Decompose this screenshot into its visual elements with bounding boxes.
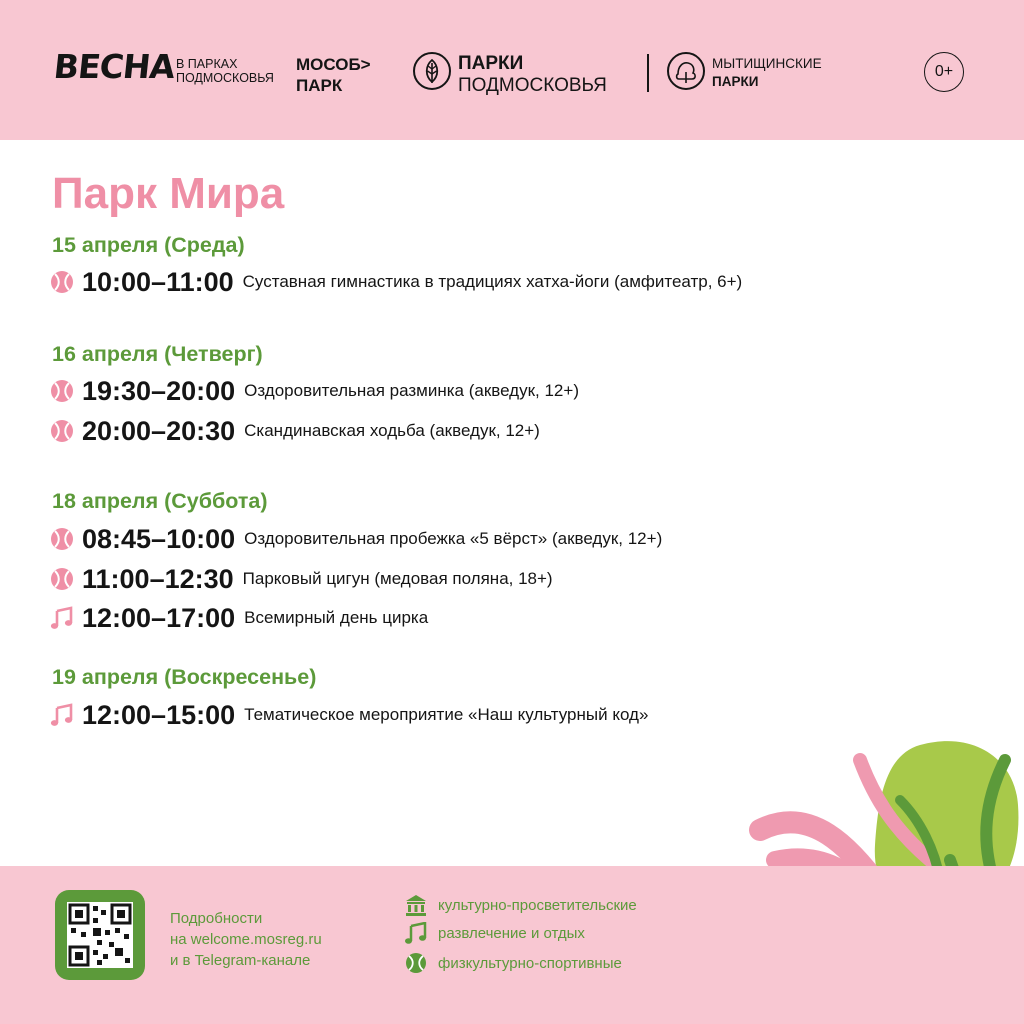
schedule-event: [50, 602, 428, 634]
sport-ball-icon: [50, 379, 74, 403]
day-heading: 16 апреля (Четверг): [52, 342, 263, 366]
legend-label: развлечение и отдых: [438, 924, 585, 942]
museum-icon: [404, 894, 428, 916]
day-heading: 18 апреля (Суббота): [52, 489, 268, 513]
event-time: 12:00–17:00: [82, 602, 236, 633]
event-title: Тематическое мероприятие «Наш культурный код»: [244, 705, 649, 724]
event-time: 12:00–15:00: [82, 699, 236, 730]
event-title: Парковый цигун (медовая поляна, 18+): [242, 569, 553, 588]
page-title: Парк Мира: [52, 169, 285, 218]
age-rating-badge: 0+: [924, 52, 964, 92]
sport-ball-icon: [50, 419, 74, 443]
event-time: 19:30–20:00: [82, 375, 236, 406]
footer-info-line-3: и в Telegram-канале: [170, 952, 311, 969]
vesna-logo[interactable]: ВЕСНА: [51, 47, 177, 86]
legend-item-sport: [404, 952, 622, 974]
schedule-event: [50, 266, 742, 298]
event-title: Скандинавская ходьба (акведук, 12+): [244, 421, 540, 440]
parks-logo-line-1: ПАРКИ: [458, 53, 524, 74]
music-note-icon: [50, 606, 74, 630]
event-title: Всемирный день цирка: [244, 608, 429, 627]
event-time: 10:00–11:00: [82, 266, 234, 297]
day-heading: 19 апреля (Воскресенье): [52, 665, 317, 689]
event-title: Оздоровительная пробежка «5 вёрст» (акведук, 12+): [244, 529, 663, 548]
sport-ball-icon: [50, 270, 74, 294]
mytishchi-logo-line-2: ПАРКИ: [712, 74, 759, 89]
vesna-sub-line-2: ПОДМОСКОВЬЯ: [176, 71, 274, 85]
event-time: 11:00–12:30: [82, 563, 234, 594]
music-note-icon: [404, 922, 428, 944]
mosobpark-line-2: ПАРК: [296, 76, 343, 95]
event-title: Оздоровительная разминка (акведук, 12+): [244, 381, 579, 400]
legend-label: культурно-просветительские: [438, 896, 637, 914]
footer-info-link[interactable]: на welcome.mosreg.ru: [170, 931, 322, 948]
schedule-event: [50, 415, 540, 447]
footer-info: [170, 908, 322, 971]
event-time: 08:45–10:00: [82, 523, 236, 554]
legend-item-cultural: [404, 894, 637, 916]
schedule-event: [50, 375, 579, 407]
qr-code-icon[interactable]: [55, 890, 145, 980]
parks-logo-line-2: ПОДМОСКОВЬЯ: [458, 75, 607, 96]
event-time: 20:00–20:30: [82, 415, 236, 446]
music-note-icon: [50, 703, 74, 727]
vesna-sub-line-1: В ПАРКАХ: [176, 57, 238, 71]
sport-ball-icon: [50, 527, 74, 551]
schedule-event: [50, 523, 662, 555]
schedule-event: [50, 563, 553, 595]
legend-label: физкультурно-спортивные: [438, 954, 622, 972]
event-title: Суставная гимнастика в традициях хатха-йоги (амфитеатр, 6+): [242, 272, 743, 291]
footer-band: [0, 866, 1024, 1024]
footer-info-line-1: Подробности: [170, 910, 263, 927]
mytishchi-logo-line-1: МЫТИЩИНСКИЕ: [712, 56, 822, 71]
day-heading: 15 апреля (Среда): [52, 233, 245, 257]
sport-ball-icon: [404, 952, 428, 974]
schedule-event: [50, 699, 648, 731]
mosobpark-line-1: МОСОБ>: [296, 55, 371, 74]
qr-code-field: [67, 902, 133, 968]
sport-ball-icon: [50, 567, 74, 591]
legend-item-entertainment: [404, 922, 585, 944]
